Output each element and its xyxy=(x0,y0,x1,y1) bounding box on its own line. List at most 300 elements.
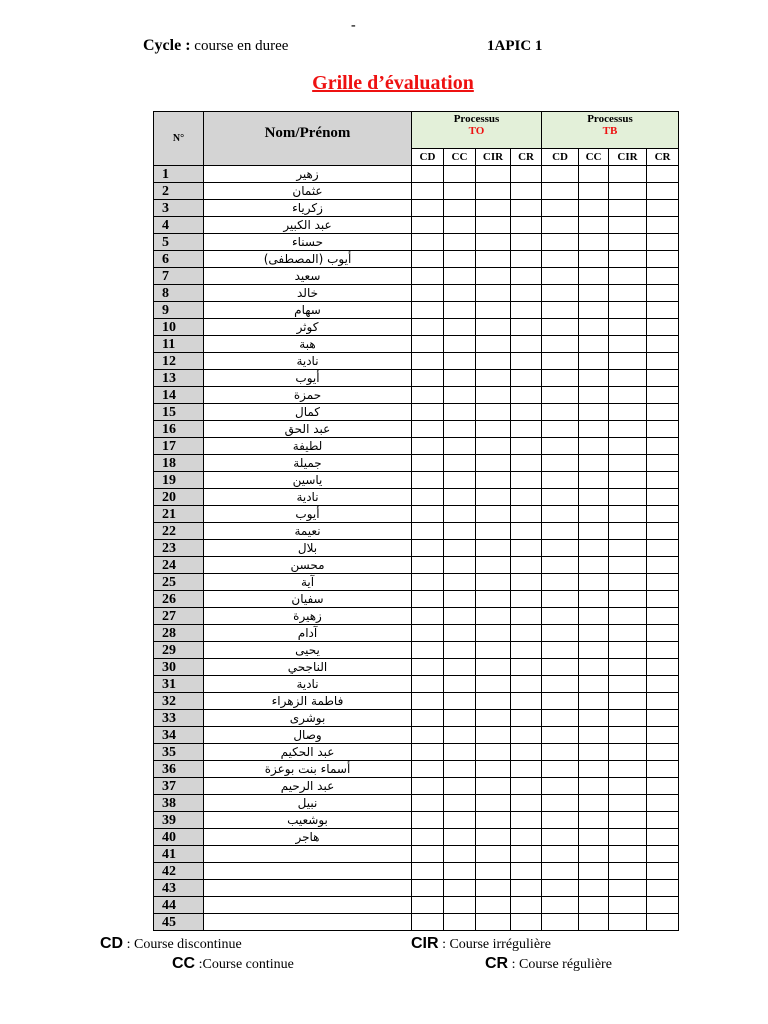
score-cell xyxy=(609,319,647,336)
score-cell xyxy=(647,625,679,642)
score-cell xyxy=(579,302,609,319)
score-cell xyxy=(579,761,609,778)
score-cell xyxy=(444,455,476,472)
score-cell xyxy=(647,591,679,608)
score-cell xyxy=(542,438,579,455)
score-cell xyxy=(609,302,647,319)
score-cell xyxy=(609,438,647,455)
score-cell xyxy=(542,574,579,591)
score-cell xyxy=(476,540,511,557)
score-cell xyxy=(511,166,542,183)
score-cell xyxy=(542,455,579,472)
score-cell xyxy=(647,659,679,676)
score-cell xyxy=(476,438,511,455)
score-cell xyxy=(542,285,579,302)
score-cell xyxy=(511,540,542,557)
student-name: بوشعيب xyxy=(204,812,412,829)
score-cell xyxy=(412,897,444,914)
student-name: فاطمة الزهراء xyxy=(204,693,412,710)
score-cell xyxy=(444,829,476,846)
score-cell xyxy=(511,761,542,778)
score-cell xyxy=(476,829,511,846)
score-cell xyxy=(511,557,542,574)
score-cell xyxy=(511,591,542,608)
legend-cir xyxy=(411,935,551,953)
student-name: زهيرة xyxy=(204,608,412,625)
score-cell xyxy=(412,625,444,642)
score-cell xyxy=(412,506,444,523)
score-cell xyxy=(511,710,542,727)
table-row xyxy=(154,353,679,370)
score-cell xyxy=(511,829,542,846)
score-cell xyxy=(476,727,511,744)
score-cell xyxy=(511,880,542,897)
score-cell xyxy=(412,812,444,829)
score-cell xyxy=(412,268,444,285)
score-cell xyxy=(609,744,647,761)
row-number: 32 xyxy=(154,693,204,710)
sub-header-cc: CC xyxy=(579,149,609,166)
table-row xyxy=(154,489,679,506)
score-cell xyxy=(542,914,579,931)
score-cell xyxy=(511,863,542,880)
row-number: 39 xyxy=(154,812,204,829)
student-name xyxy=(204,897,412,914)
row-number: 34 xyxy=(154,727,204,744)
score-cell xyxy=(609,506,647,523)
score-cell xyxy=(412,319,444,336)
row-number: 45 xyxy=(154,914,204,931)
score-cell xyxy=(511,608,542,625)
score-cell xyxy=(444,727,476,744)
row-number: 3 xyxy=(154,200,204,217)
score-cell xyxy=(609,659,647,676)
score-cell xyxy=(609,574,647,591)
score-cell xyxy=(542,846,579,863)
score-cell xyxy=(542,608,579,625)
score-cell xyxy=(444,234,476,251)
score-cell xyxy=(579,404,609,421)
student-name: جميلة xyxy=(204,455,412,472)
score-cell xyxy=(609,353,647,370)
score-cell xyxy=(579,880,609,897)
score-cell xyxy=(647,761,679,778)
score-cell xyxy=(609,217,647,234)
row-number: 22 xyxy=(154,523,204,540)
score-cell xyxy=(444,880,476,897)
row-number: 27 xyxy=(154,608,204,625)
table-row xyxy=(154,319,679,336)
score-cell xyxy=(476,897,511,914)
page-title: Grille d’évaluation xyxy=(312,72,474,94)
score-cell xyxy=(412,234,444,251)
table-row xyxy=(154,285,679,302)
student-name: يحيى xyxy=(204,642,412,659)
score-cell xyxy=(444,489,476,506)
score-cell xyxy=(647,421,679,438)
score-cell xyxy=(511,200,542,217)
score-cell xyxy=(579,574,609,591)
score-cell xyxy=(579,234,609,251)
score-cell xyxy=(444,795,476,812)
table-row xyxy=(154,829,679,846)
row-number: 29 xyxy=(154,642,204,659)
score-cell xyxy=(542,880,579,897)
row-number: 11 xyxy=(154,336,204,353)
score-cell xyxy=(579,166,609,183)
score-cell xyxy=(579,795,609,812)
score-cell xyxy=(476,370,511,387)
row-number: 19 xyxy=(154,472,204,489)
student-name: عبد الكبير xyxy=(204,217,412,234)
row-number: 26 xyxy=(154,591,204,608)
student-name: نادية xyxy=(204,489,412,506)
score-cell xyxy=(542,693,579,710)
score-cell xyxy=(444,608,476,625)
sub-header-cc: CC xyxy=(444,149,476,166)
score-cell xyxy=(476,744,511,761)
score-cell xyxy=(476,761,511,778)
score-cell xyxy=(511,693,542,710)
row-number: 6 xyxy=(154,251,204,268)
table-row xyxy=(154,795,679,812)
student-name: زكرياء xyxy=(204,200,412,217)
score-cell xyxy=(444,251,476,268)
score-cell xyxy=(542,166,579,183)
score-cell xyxy=(647,795,679,812)
row-number: 4 xyxy=(154,217,204,234)
student-name: هبة xyxy=(204,336,412,353)
student-name: آية xyxy=(204,574,412,591)
score-cell xyxy=(579,778,609,795)
score-cell xyxy=(412,404,444,421)
score-cell xyxy=(579,285,609,302)
score-cell xyxy=(476,812,511,829)
score-cell xyxy=(511,183,542,200)
student-name: نادية xyxy=(204,676,412,693)
score-cell xyxy=(412,166,444,183)
score-cell xyxy=(647,302,679,319)
score-cell xyxy=(647,812,679,829)
score-cell xyxy=(476,251,511,268)
score-cell xyxy=(444,438,476,455)
score-cell xyxy=(511,744,542,761)
student-name: نادية xyxy=(204,353,412,370)
top-dash: - xyxy=(351,18,356,33)
score-cell xyxy=(579,557,609,574)
score-cell xyxy=(476,336,511,353)
row-number: 8 xyxy=(154,285,204,302)
score-cell xyxy=(579,659,609,676)
score-cell xyxy=(476,455,511,472)
score-cell xyxy=(476,302,511,319)
student-name xyxy=(204,880,412,897)
cycle-label: Cycle : xyxy=(143,37,191,54)
score-cell xyxy=(476,557,511,574)
process-code: TO xyxy=(468,125,485,137)
score-cell xyxy=(412,761,444,778)
table-row xyxy=(154,387,679,404)
sub-header-cr: CR xyxy=(647,149,679,166)
score-cell xyxy=(476,591,511,608)
score-cell xyxy=(647,744,679,761)
row-number: 21 xyxy=(154,506,204,523)
score-cell xyxy=(609,608,647,625)
score-cell xyxy=(579,812,609,829)
score-cell xyxy=(647,914,679,931)
score-cell xyxy=(609,557,647,574)
score-cell xyxy=(647,710,679,727)
student-name: هاجر xyxy=(204,829,412,846)
table-row xyxy=(154,438,679,455)
score-cell xyxy=(511,353,542,370)
score-cell xyxy=(609,795,647,812)
row-number: 41 xyxy=(154,846,204,863)
score-cell xyxy=(511,659,542,676)
score-cell xyxy=(579,268,609,285)
score-cell xyxy=(647,200,679,217)
score-cell xyxy=(444,387,476,404)
score-cell xyxy=(476,608,511,625)
score-cell xyxy=(542,727,579,744)
cycle-line xyxy=(143,37,288,55)
score-cell xyxy=(444,166,476,183)
score-cell xyxy=(647,183,679,200)
score-cell xyxy=(579,370,609,387)
legend-abbr: CC xyxy=(172,955,196,972)
table-row xyxy=(154,523,679,540)
student-name: نعيمة xyxy=(204,523,412,540)
score-cell xyxy=(647,319,679,336)
score-cell xyxy=(609,234,647,251)
legend-text: :Course continue xyxy=(195,957,294,972)
score-cell xyxy=(542,336,579,353)
score-cell xyxy=(511,387,542,404)
score-cell xyxy=(542,557,579,574)
score-cell xyxy=(412,863,444,880)
score-cell xyxy=(511,251,542,268)
sub-header-cr: CR xyxy=(511,149,542,166)
score-cell xyxy=(579,591,609,608)
table-row xyxy=(154,217,679,234)
table-row xyxy=(154,404,679,421)
score-cell xyxy=(647,472,679,489)
process-label: Processus xyxy=(453,113,500,125)
row-number: 1 xyxy=(154,166,204,183)
table-row xyxy=(154,914,679,931)
score-cell xyxy=(511,268,542,285)
score-cell xyxy=(511,217,542,234)
score-cell xyxy=(412,183,444,200)
score-cell xyxy=(579,744,609,761)
score-cell xyxy=(542,540,579,557)
score-cell xyxy=(542,387,579,404)
score-cell xyxy=(647,506,679,523)
score-cell xyxy=(609,676,647,693)
score-cell xyxy=(647,404,679,421)
score-cell xyxy=(542,353,579,370)
score-cell xyxy=(412,608,444,625)
sub-header-cir: CIR xyxy=(609,149,647,166)
score-cell xyxy=(609,370,647,387)
score-cell xyxy=(579,251,609,268)
table-row xyxy=(154,659,679,676)
score-cell xyxy=(609,540,647,557)
table-row xyxy=(154,880,679,897)
student-name: أيوب (المصطفى) xyxy=(204,251,412,268)
score-cell xyxy=(579,625,609,642)
score-cell xyxy=(476,353,511,370)
score-cell xyxy=(579,863,609,880)
score-cell xyxy=(412,523,444,540)
table-row xyxy=(154,574,679,591)
score-cell xyxy=(542,710,579,727)
table-row xyxy=(154,761,679,778)
score-cell xyxy=(609,404,647,421)
header-name: Nom/Prénom xyxy=(204,112,412,166)
table-row xyxy=(154,863,679,880)
score-cell xyxy=(609,642,647,659)
score-cell xyxy=(444,472,476,489)
legend-text: : Course irrégulière xyxy=(438,937,551,952)
sub-header-cd: CD xyxy=(542,149,579,166)
score-cell xyxy=(511,370,542,387)
header-process-to xyxy=(412,112,542,149)
score-cell xyxy=(542,591,579,608)
row-number: 42 xyxy=(154,863,204,880)
score-cell xyxy=(444,778,476,795)
score-cell xyxy=(511,404,542,421)
student-name: عثمان xyxy=(204,183,412,200)
score-cell xyxy=(647,642,679,659)
score-cell xyxy=(412,693,444,710)
score-cell xyxy=(511,523,542,540)
table-row xyxy=(154,183,679,200)
score-cell xyxy=(647,829,679,846)
row-number: 40 xyxy=(154,829,204,846)
student-name: آدام xyxy=(204,625,412,642)
score-cell xyxy=(444,812,476,829)
score-cell xyxy=(412,914,444,931)
score-cell xyxy=(476,676,511,693)
score-cell xyxy=(444,659,476,676)
score-cell xyxy=(542,217,579,234)
header-number: N° xyxy=(154,112,204,166)
table-row xyxy=(154,251,679,268)
score-cell xyxy=(412,353,444,370)
student-name xyxy=(204,914,412,931)
row-number: 18 xyxy=(154,455,204,472)
score-cell xyxy=(579,472,609,489)
student-name: عبد الرحيم xyxy=(204,778,412,795)
score-cell xyxy=(412,642,444,659)
score-cell xyxy=(511,489,542,506)
score-cell xyxy=(511,727,542,744)
score-cell xyxy=(511,676,542,693)
score-cell xyxy=(476,285,511,302)
score-cell xyxy=(542,761,579,778)
score-cell xyxy=(476,574,511,591)
score-cell xyxy=(511,506,542,523)
row-number: 31 xyxy=(154,676,204,693)
class-name: 1APIC 1 xyxy=(487,38,543,54)
score-cell xyxy=(444,914,476,931)
score-cell xyxy=(647,727,679,744)
table-row xyxy=(154,370,679,387)
row-number: 15 xyxy=(154,404,204,421)
score-cell xyxy=(444,336,476,353)
student-name: أسماء بنت بوعزة xyxy=(204,761,412,778)
score-cell xyxy=(542,404,579,421)
score-cell xyxy=(412,489,444,506)
score-cell xyxy=(412,591,444,608)
score-cell xyxy=(444,591,476,608)
score-cell xyxy=(542,744,579,761)
score-cell xyxy=(609,897,647,914)
score-cell xyxy=(542,506,579,523)
score-cell xyxy=(647,370,679,387)
table-row xyxy=(154,268,679,285)
score-cell xyxy=(476,506,511,523)
score-cell xyxy=(647,863,679,880)
row-number: 35 xyxy=(154,744,204,761)
score-cell xyxy=(579,455,609,472)
score-cell xyxy=(579,693,609,710)
score-cell xyxy=(412,846,444,863)
student-name: نبيل xyxy=(204,795,412,812)
row-number: 7 xyxy=(154,268,204,285)
score-cell xyxy=(412,200,444,217)
row-number: 12 xyxy=(154,353,204,370)
table-row xyxy=(154,846,679,863)
score-cell xyxy=(579,676,609,693)
score-cell xyxy=(609,166,647,183)
student-name: محسن xyxy=(204,557,412,574)
score-cell xyxy=(476,217,511,234)
table-row xyxy=(154,506,679,523)
score-cell xyxy=(412,574,444,591)
score-cell xyxy=(476,200,511,217)
score-cell xyxy=(542,489,579,506)
student-name: الناجحي xyxy=(204,659,412,676)
score-cell xyxy=(476,489,511,506)
score-cell xyxy=(579,914,609,931)
score-cell xyxy=(609,268,647,285)
student-name: عبد الحق xyxy=(204,421,412,438)
score-cell xyxy=(542,676,579,693)
score-cell xyxy=(412,438,444,455)
score-cell xyxy=(609,523,647,540)
row-number: 23 xyxy=(154,540,204,557)
table-body xyxy=(154,166,679,931)
score-cell xyxy=(476,387,511,404)
row-number: 2 xyxy=(154,183,204,200)
process-label: Processus xyxy=(587,113,633,125)
score-cell xyxy=(511,778,542,795)
process-code: TB xyxy=(602,125,618,137)
score-cell xyxy=(579,217,609,234)
score-cell xyxy=(647,676,679,693)
score-cell xyxy=(647,285,679,302)
student-name: سعيد xyxy=(204,268,412,285)
legend-cd xyxy=(100,935,242,953)
score-cell xyxy=(412,676,444,693)
score-cell xyxy=(412,795,444,812)
row-number: 20 xyxy=(154,489,204,506)
score-cell xyxy=(647,608,679,625)
score-cell xyxy=(609,710,647,727)
row-number: 17 xyxy=(154,438,204,455)
